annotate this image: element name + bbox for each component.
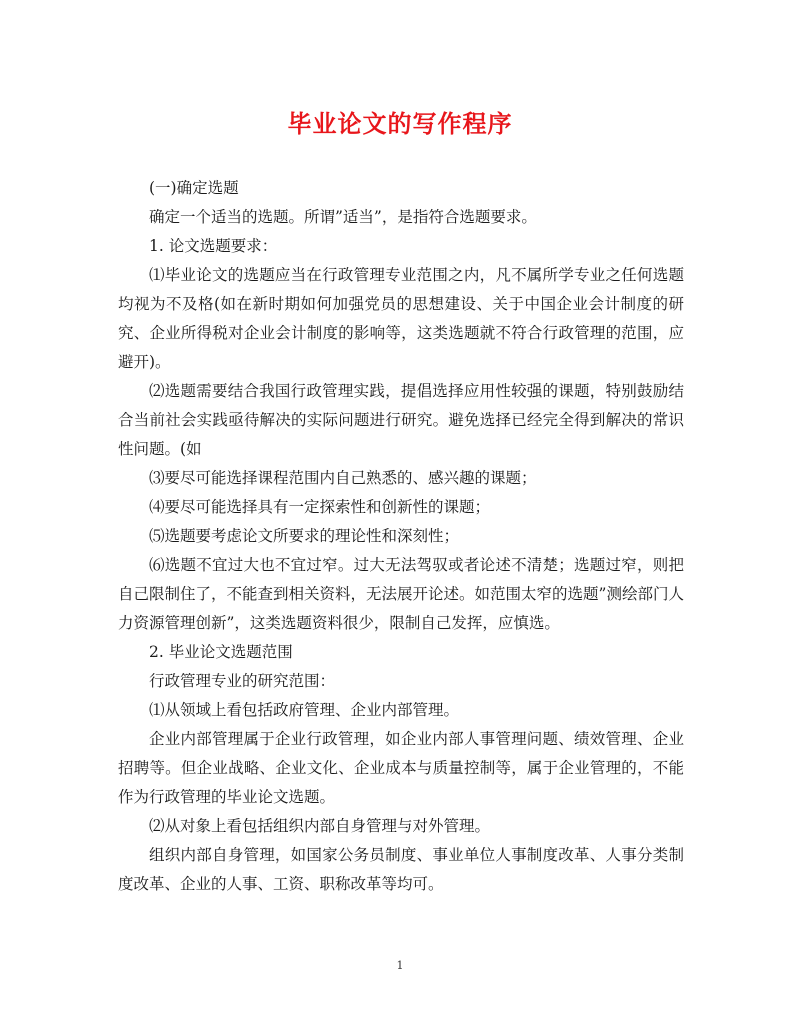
- paragraph: ⑷要尽可能选择具有一定探索性和创新性的课题；: [149, 498, 491, 516]
- paragraph: 确定一个适当的选题。所谓”适当”，是指符合选题要求。: [149, 208, 537, 226]
- paragraph: ⑵从对象上看包括组织内部自身管理与对外管理。: [149, 817, 491, 835]
- paragraph: 2. 毕业论文选题范围: [149, 643, 293, 661]
- paragraph: ⑴毕业论文的选题应当在行政管理专业范围之内，凡不属所学专业之任何选题均视为不及格(如在新时期如何加强党员的思想建设、关于中国企业会计制度的研究、企业所得税对企业会计制度的影响等，这类选题就不符合行政管理的范围，应避开)。: [118, 266, 684, 371]
- page-number: 1: [396, 959, 404, 972]
- paragraph: 1. 论文选题要求：: [149, 237, 278, 255]
- paragraph: 企业内部管理属于企业行政管理，如企业内部人事管理问题、绩效管理、企业招聘等。但企业战略、企业文化、企业成本与质量控制等，属于企业管理的，不能作为行政管理的毕业论文选题。: [118, 730, 684, 806]
- document-body: [118, 174, 684, 899]
- paragraph: (一)确定选题: [149, 179, 239, 197]
- paragraph: ⑴从领域上看包括政府管理、企业内部管理。: [149, 701, 460, 719]
- paragraph: ⑶要尽可能选择课程范围内自己熟悉的、感兴趣的课题；: [149, 469, 537, 487]
- paragraph: ⑹选题不宜过大也不宜过窄。过大无法驾驭或者论述不清楚；选题过窄，则把自己限制住了，不能查到相关资料，无法展开论述。如范围太窄的选题”测绘部门人力资源管理创新”，这类选题资料很少，限制自己发挥，应慎选。: [118, 556, 684, 632]
- paragraph: 组织内部自身管理，如国家公务员制度、事业单位人事制度改革、人事分类制度改革、企业的人事、工资、职称改革等均可。: [118, 846, 684, 893]
- paragraph: ⑵选题需要结合我国行政管理实践，提倡选择应用性较强的课题，特别鼓励结合当前社会实践亟待解决的实际问题进行研究。避免选择已经完全得到解决的常识性问题。(如: [118, 382, 684, 458]
- document-title: 毕业论文的写作程序: [287, 110, 513, 138]
- paragraph: ⑸选题要考虑论文所要求的理论性和深刻性；: [149, 527, 460, 545]
- paragraph: 行政管理专业的研究范围：: [149, 672, 336, 690]
